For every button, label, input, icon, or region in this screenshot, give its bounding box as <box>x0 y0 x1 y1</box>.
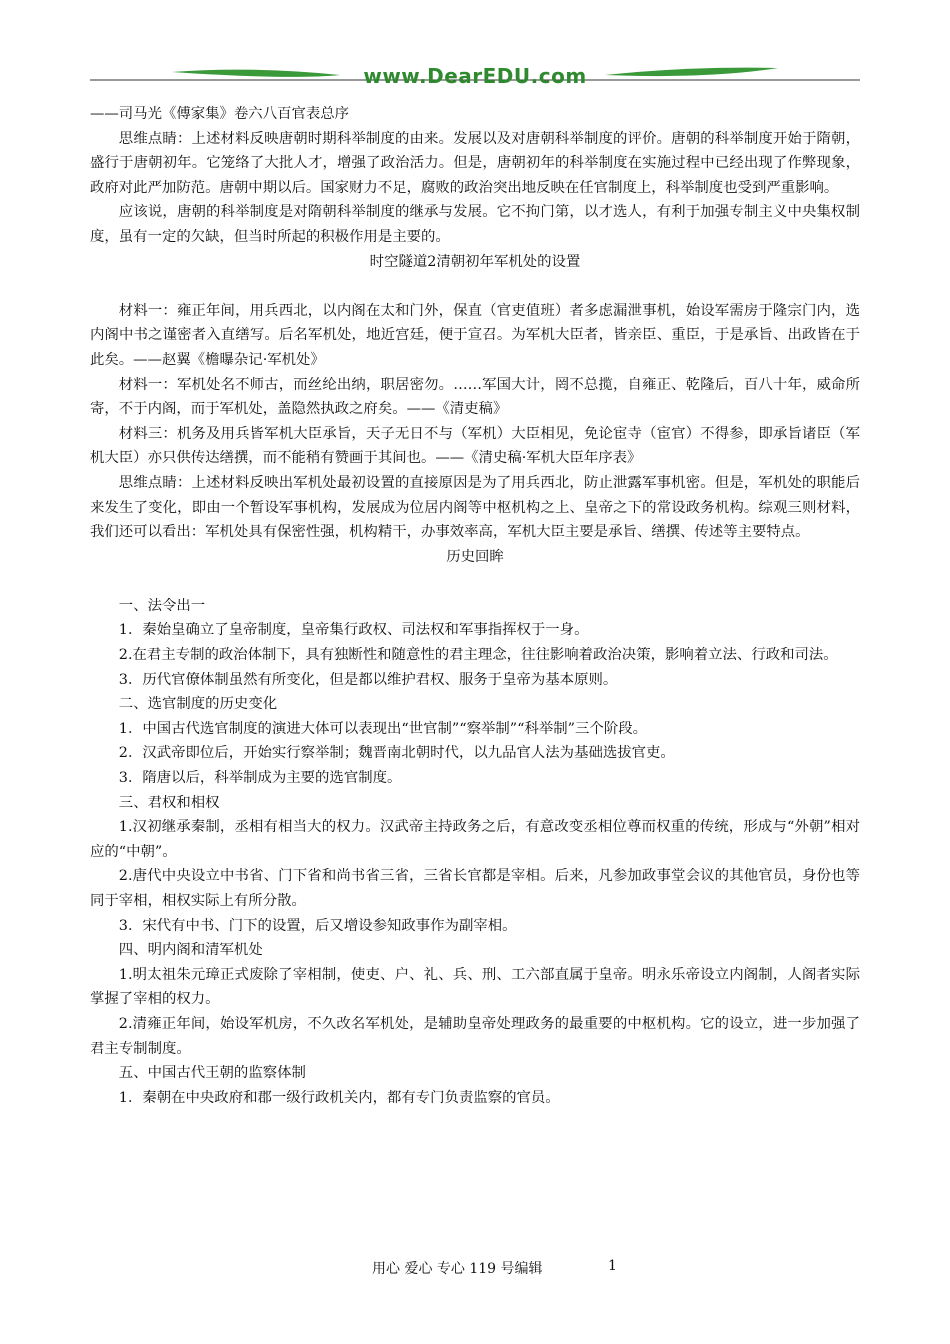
list-item: 1．中国古代选官制度的演进大体可以表现出“世官制”“察举制”“科举制”三个阶段。 <box>118 720 647 737</box>
material-paragraph: 材料一：军机处名不师古，而丝纶出纳，职居密勿。……军国大计，罔不总揽，自雍正、乾隆后，百八十年，威命所寄，不于内阁，而于军机处，盖隐然执政之府矣。——《清吏稿》 <box>90 376 860 418</box>
site-logo-text: www.DearEDU.com <box>363 64 587 88</box>
subheading: 三、君权和相权 <box>118 794 220 811</box>
subheading: 一、法令出一 <box>118 597 206 614</box>
list-item: 3．隋唐以后，科举制成为主要的选官制度。 <box>118 770 402 787</box>
list-item: 2.清雍正年间，始设军机房，不久改名军机处，是辅助皇帝处理政务的最重要的中枢机构。它的设立，进一步加强了君主专制制度。 <box>90 1015 860 1057</box>
page-header <box>90 58 860 98</box>
document-body <box>90 102 860 1110</box>
list-item: 1．秦始皇确立了皇帝制度，皇帝集行政权、司法权和军事指挥权于一身。 <box>118 622 589 639</box>
section-title: 历史回眸 <box>446 548 504 565</box>
spacer <box>90 274 860 299</box>
paragraph: 应该说，唐朝的科举制度是对隋朝科举制度的继承与发展。它不拘门第，以才选人，有利于加强专制主义中央集权制度，虽有一定的欠缺，但当时所起的积极作用是主要的。 <box>90 204 860 245</box>
material-paragraph: 材料三：机务及用兵皆军机大臣承旨，天子无日不与（军机）大臣相见，免论宦寺（宦官）不得参，即承旨诸臣（军机大臣）亦只供传达缮撰，而不能稍有赞画于其间也。——《清史稿·军机大臣年序表》 <box>90 425 860 467</box>
list-item: 3．历代官僚体制虽然有所变化，但是都以维护君权、服务于皇帝为基本原则。 <box>118 671 618 688</box>
list-item: 2.在君主专制的政治体制下，具有独断性和随意性的君主理念，往往影响着政治决策，影响着立法、行政和司法。 <box>118 647 838 664</box>
subheading: 四、明内阁和清军机处 <box>118 942 263 959</box>
list-item: 2.唐代中央设立中书省、门下省和尚书省三省，三省长官都是宰相。后来，凡参加政事堂会议的其他官员，身份也等同于宰相，相权实际上有所分散。 <box>90 868 860 909</box>
list-item: 2．汉武帝即位后，开始实行察举制；魏晋南北朝时代，以九品官人法为基础选拔官吏。 <box>118 745 675 762</box>
material-paragraph: 材料一：雍正年间，用兵西北，以内阁在太和门外，保直（官吏值班）者多虑漏泄事机，始设军需房于隆宗门内，选内阁中书之谨密者入直缮写。后名军机处，地近宫廷，便于宣召。为军机大臣者，皆亲臣、重臣，于是承旨、出政皆在于此矣。——赵翼《檐曝杂记·军机处》 <box>90 302 860 368</box>
section-title: 时空隧道2清朝初年军机处的设置 <box>369 253 581 270</box>
paragraph: 思维点睛：上述材料反映唐朝时期科举制度的由来。发展以及对唐朝科举制度的评价。唐朝的科举制度开始于隋朝，盛行于唐朝初年。它笼络了大批人才，增强了政治活力。但是，唐朝初年的科举制度在实施过程中已经出现了作弊现象，政府对此严加防范。唐朝中期以后。国家财力不足，腐败的政治突出地反映在任官制度上，科举制度也受到严重影响。 <box>90 130 860 196</box>
subheading: 二、选官制度的历史变化 <box>118 696 278 713</box>
paragraph: 思维点睛：上述材料反映出军机处最初设置的直接原因是为了用兵西北，防止泄露军事机密。但是，军机处的职能后来发生了变化，即由一个暂设军事机构，发展成为位居内阁等中枢机构之上、皇帝之下的常设政务机构。综观三则材料，我们还可以看出：军机处具有保密性强，机构精干，办事效率高，军机大臣主要是承旨、缮撰、传述等主要特点。 <box>90 474 860 541</box>
footer-text: 用心 爱心 专心 119 号编辑 <box>372 1261 543 1277</box>
list-item: 1.汉初继承秦制，丞相有相当大的权力。汉武帝主持政务之后，有意改变丞相位尊而权重的传统，形成与“外朝”相对应的“中朝”。 <box>90 819 860 860</box>
spacer <box>90 569 860 594</box>
list-item: 3．宋代有中书、门下的设置，后又增设参知政事作为副宰相。 <box>118 917 517 934</box>
page-number: 1 <box>608 1258 617 1274</box>
list-item: 1.明太祖朱元璋正式废除了宰相制，使吏、户、礼、兵、刑、工六部直属于皇帝。明永乐帝设立内阁制，人阁者实际掌握了宰相的权力。 <box>90 966 860 1008</box>
subheading: 五、中国古代王朝的监察体制 <box>118 1065 306 1082</box>
list-item: 1．秦朝在中央政府和郡一级行政机关内，都有专门负责监察的官员。 <box>118 1089 560 1106</box>
source-citation: ——司马光《傅家集》卷六八百官表总序 <box>90 106 350 122</box>
